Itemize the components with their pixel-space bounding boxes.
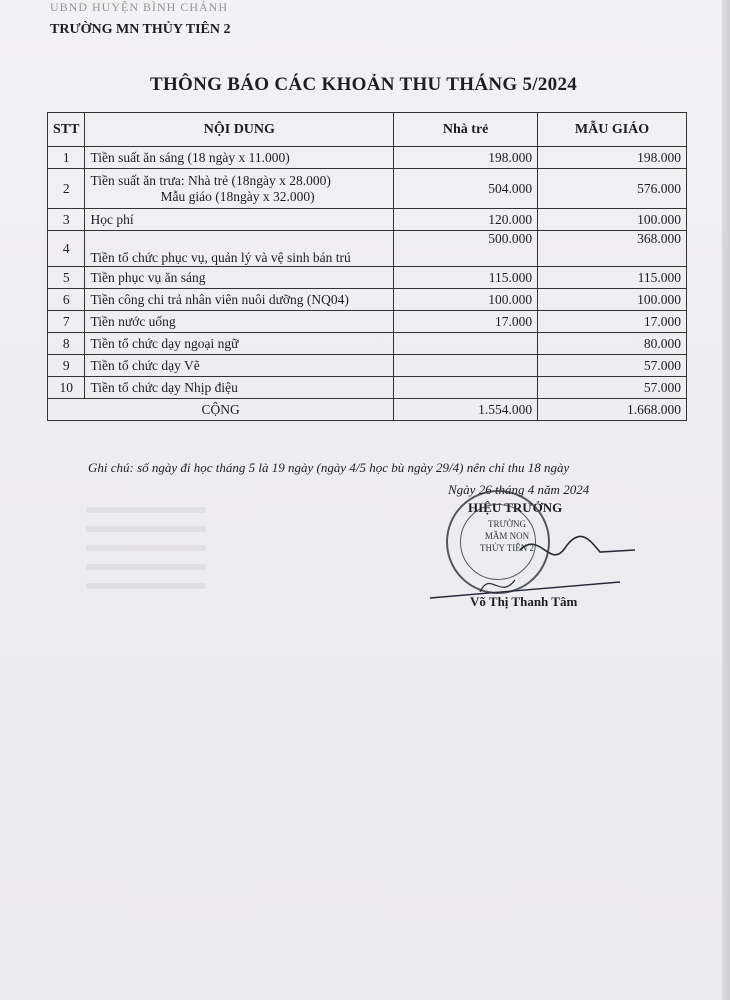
cell-content-line1: Tiền suất ăn trưa: Nhà trẻ (18ngày x 28.000) (90, 172, 331, 188)
cell-nha-tre: 100.000 (394, 289, 538, 311)
cell-mau-giao: 576.000 (538, 169, 687, 209)
cell-nha-tre: 198.000 (394, 147, 538, 169)
header-mau-giao: MẪU GIÁO (538, 113, 687, 147)
cell-content: Tiền tổ chức dạy Vẽ (85, 355, 394, 377)
cell-nha-tre: 17.000 (394, 311, 538, 333)
cell-nha-tre: 504.000 (394, 169, 538, 209)
cell-stt: 4 (48, 231, 85, 267)
table-row (48, 311, 687, 333)
cell-content: Tiền nước uống (85, 311, 394, 333)
total-label: CỘNG (48, 399, 394, 421)
table-row (48, 355, 687, 377)
cell-content: Tiền tổ chức dạy ngoại ngữ (85, 333, 394, 355)
table-row (48, 231, 687, 267)
cell-content-line2: Mẫu giáo (18ngày x 32.000) (160, 188, 315, 204)
header-stt: STT (48, 113, 85, 147)
table-row (48, 333, 687, 355)
fees-table (47, 112, 687, 421)
signature-date: Ngày 26 tháng 4 năm 2024 (448, 482, 590, 497)
cell-content: Tiền công chi trả nhân viên nuôi dưỡng (NQ04) (85, 289, 394, 311)
cell-stt: 1 (48, 147, 85, 169)
signer-name: Võ Thị Thanh Tâm (470, 594, 578, 609)
header-content: NỘI DUNG (85, 113, 394, 147)
cell-mau-giao: 100.000 (538, 289, 687, 311)
cell-stt: 5 (48, 267, 85, 289)
cell-stt: 3 (48, 209, 85, 231)
cell-stt: 2 (48, 169, 85, 209)
cell-mau-giao: 198.000 (538, 147, 687, 169)
note-text: Ghi chú: số ngày đi học tháng 5 là 19 ngày (ngày 4/5 học bù ngày 29/4) nên chỉ thu 18 ngày (88, 460, 570, 475)
document-title: THÔNG BÁO CÁC KHOẢN THU THÁNG 5/2024 (150, 74, 578, 95)
cell-stt: 6 (48, 289, 85, 311)
cell-mau-giao: 100.000 (538, 209, 687, 231)
cell-nha-tre (394, 377, 538, 399)
table-row (48, 169, 687, 209)
cell-content (85, 169, 394, 209)
school-name: TRƯỜNG MN THỦY TIÊN 2 (50, 22, 231, 37)
cell-content: Tiền tổ chức phục vụ, quản lý và vệ sinh bán trú (85, 231, 394, 267)
cell-mau-giao: 115.000 (538, 267, 687, 289)
cell-nha-tre (394, 355, 538, 377)
cell-content: Học phí (85, 209, 394, 231)
cell-stt: 10 (48, 377, 85, 399)
cell-nha-tre (394, 333, 538, 355)
header-department: UBND HUYỆN BÌNH CHÁNH (50, 0, 228, 14)
cell-stt: 9 (48, 355, 85, 377)
table-row (48, 289, 687, 311)
header-nha-tre: Nhà trẻ (394, 113, 538, 147)
table-row (48, 209, 687, 231)
total-nha-tre: 1.554.000 (394, 399, 538, 421)
total-mau-giao: 1.668.000 (538, 399, 687, 421)
paper-edge (722, 0, 730, 1000)
signer-role: HIỆU TRƯỞNG (468, 500, 563, 515)
table-header-row (48, 113, 687, 147)
cell-stt: 7 (48, 311, 85, 333)
stamp-text: TRƯỜNG MẦM NON THỦY TIÊN 2 (480, 519, 534, 553)
cell-stt: 8 (48, 333, 85, 355)
faded-text-block (86, 494, 206, 604)
cell-mau-giao: 368.000 (538, 231, 687, 267)
cell-nha-tre: 120.000 (394, 209, 538, 231)
cell-mau-giao: 17.000 (538, 311, 687, 333)
cell-mau-giao: 57.000 (538, 355, 687, 377)
cell-content: Tiền phục vụ ăn sáng (85, 267, 394, 289)
table-total-row (48, 399, 687, 421)
cell-nha-tre: 500.000 (394, 231, 538, 267)
table-row (48, 267, 687, 289)
table-row (48, 147, 687, 169)
cell-mau-giao: 57.000 (538, 377, 687, 399)
cell-nha-tre: 115.000 (394, 267, 538, 289)
cell-content: Tiền suất ăn sáng (18 ngày x 11.000) (85, 147, 394, 169)
cell-content: Tiền tổ chức dạy Nhịp điệu (85, 377, 394, 399)
table-row (48, 377, 687, 399)
cell-mau-giao: 80.000 (538, 333, 687, 355)
